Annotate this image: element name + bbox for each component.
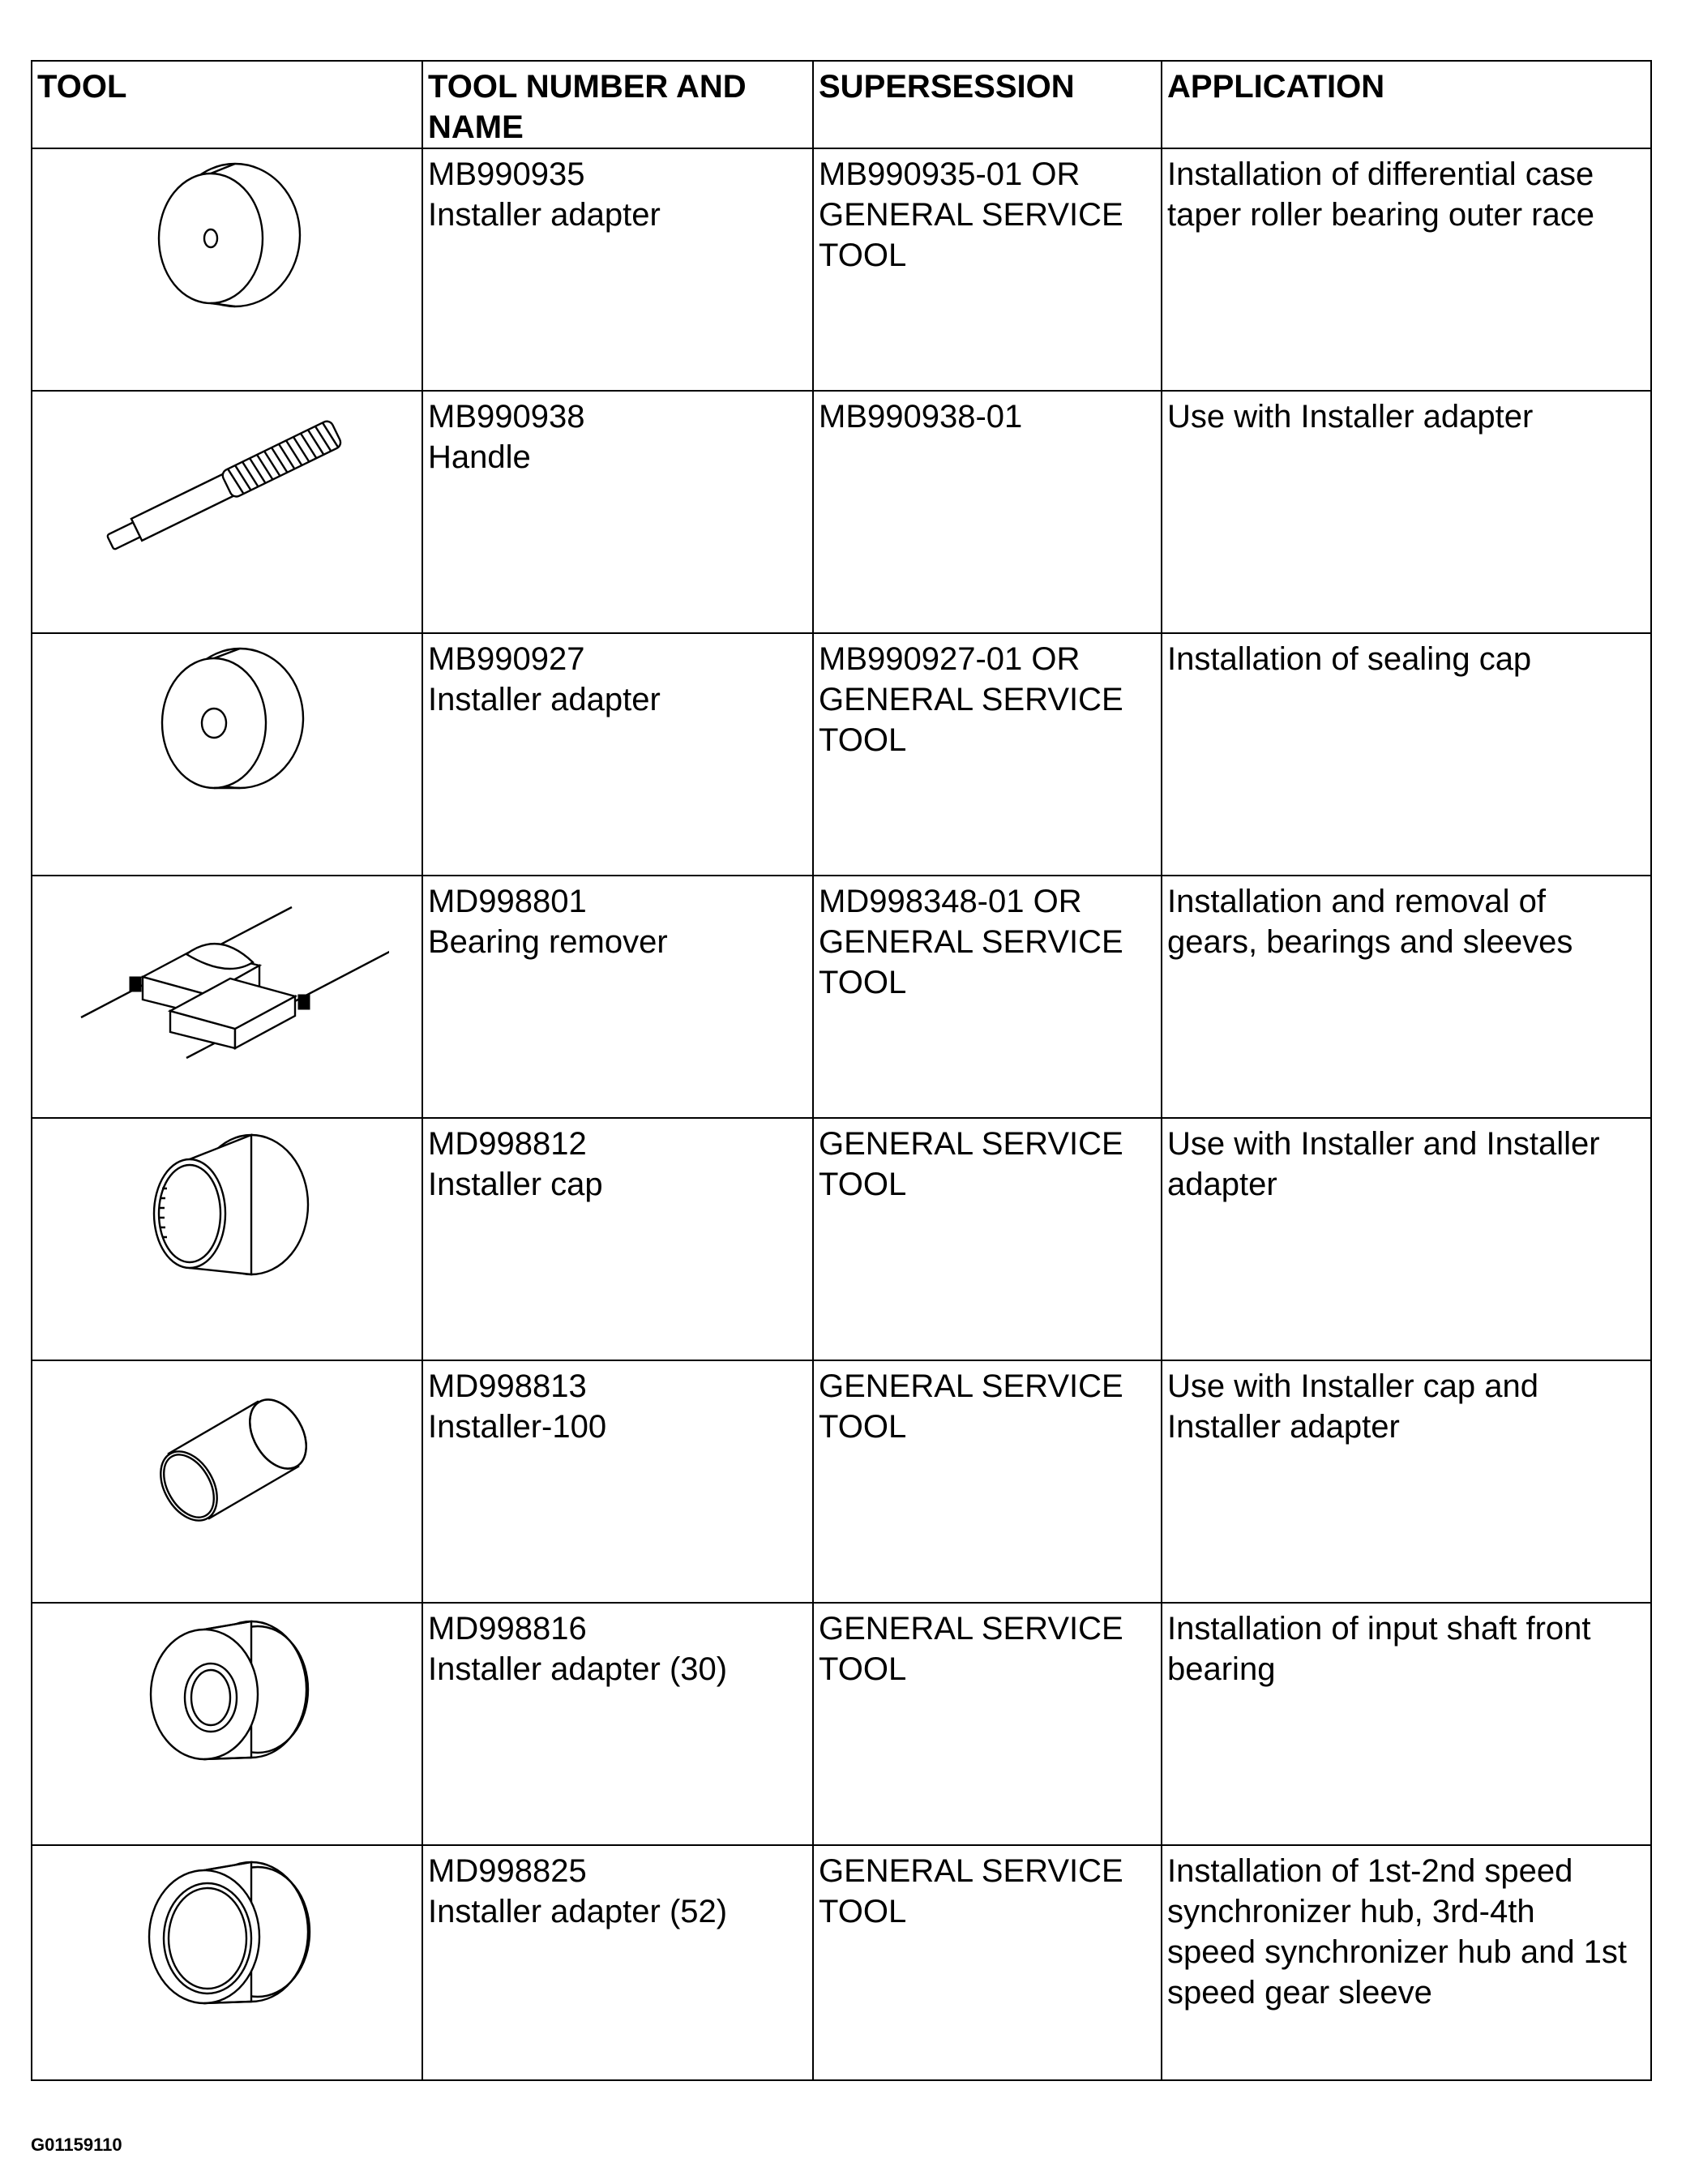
tool-image-cell bbox=[32, 633, 422, 876]
supersession-line: MB990927-01 OR bbox=[819, 641, 1080, 677]
tool-number: MB990935 bbox=[428, 156, 585, 192]
table-row bbox=[32, 1118, 1651, 1360]
tool-number-name-cell bbox=[422, 1845, 813, 2080]
tool-number: MD998816 bbox=[428, 1611, 587, 1647]
tool-name: Installer adapter bbox=[428, 682, 661, 717]
application-line: Use with Installer and Installer bbox=[1167, 1126, 1600, 1162]
tool-image-cell bbox=[32, 1360, 422, 1603]
supersession-cell bbox=[813, 1603, 1162, 1845]
application-line: taper roller bearing outer race bbox=[1167, 197, 1594, 233]
tool-number-name-cell bbox=[422, 876, 813, 1118]
table-row bbox=[32, 1845, 1651, 2080]
supersession-line: MD998348-01 OR bbox=[819, 884, 1082, 919]
tool-name: Installer-100 bbox=[428, 1409, 607, 1445]
supersession-line: GENERAL SERVICE bbox=[819, 682, 1123, 717]
application-line: Installation and removal of bbox=[1167, 884, 1546, 919]
supersession-line: TOOL bbox=[819, 1409, 907, 1445]
table-row bbox=[32, 633, 1651, 876]
supersession-cell bbox=[813, 391, 1162, 633]
bearing-remover-icon bbox=[65, 881, 389, 1076]
tool-number-name-cell bbox=[422, 1603, 813, 1845]
tool-name: Installer adapter (52) bbox=[428, 1894, 728, 1929]
header-tool: TOOL bbox=[32, 61, 422, 148]
supersession-cell bbox=[813, 1360, 1162, 1603]
application-cell bbox=[1162, 391, 1651, 633]
tool-number: MD998825 bbox=[428, 1853, 587, 1889]
application-line: Installation of differential case bbox=[1167, 156, 1594, 192]
installer-cap-icon bbox=[130, 1124, 324, 1294]
tool-image-cell bbox=[32, 1118, 422, 1360]
supersession-line: GENERAL SERVICE bbox=[819, 1853, 1123, 1889]
tool-image-cell bbox=[32, 1603, 422, 1845]
application-line: synchronizer hub, 3rd-4th bbox=[1167, 1894, 1535, 1929]
supersession-line: MB990935-01 OR bbox=[819, 156, 1080, 192]
tool-name: Handle bbox=[428, 439, 531, 475]
tool-name: Bearing remover bbox=[428, 924, 668, 960]
supersession-cell bbox=[813, 1118, 1162, 1360]
supersession-cell bbox=[813, 148, 1162, 391]
application-line: adapter bbox=[1167, 1167, 1277, 1202]
application-cell bbox=[1162, 876, 1651, 1118]
installer-100-icon bbox=[122, 1366, 332, 1544]
application-line: speed synchronizer hub and 1st bbox=[1167, 1934, 1628, 1970]
tool-number: MB990938 bbox=[428, 399, 585, 435]
tool-name: Installer cap bbox=[428, 1167, 603, 1202]
application-cell bbox=[1162, 1118, 1651, 1360]
tool-image-cell bbox=[32, 876, 422, 1118]
application-line: Installation of 1st-2nd speed bbox=[1167, 1853, 1573, 1889]
supersession-line: TOOL bbox=[819, 1651, 907, 1687]
supersession-line: TOOL bbox=[819, 238, 907, 273]
supersession-line: TOOL bbox=[819, 1894, 907, 1929]
table-row bbox=[32, 876, 1651, 1118]
supersession-line: GENERAL SERVICE bbox=[819, 1368, 1123, 1404]
installer-adapter-30-icon bbox=[130, 1608, 324, 1779]
table-row bbox=[32, 1360, 1651, 1603]
supersession-line: GENERAL SERVICE bbox=[819, 924, 1123, 960]
installer-adapter-disc-icon bbox=[138, 639, 316, 801]
tool-number-name-cell bbox=[422, 1118, 813, 1360]
supersession-line: GENERAL SERVICE bbox=[819, 1611, 1123, 1647]
application-line: speed gear sleeve bbox=[1167, 1975, 1432, 2011]
application-cell bbox=[1162, 1603, 1651, 1845]
table-row bbox=[32, 1603, 1651, 1845]
tool-number-name-cell bbox=[422, 633, 813, 876]
supersession-line: TOOL bbox=[819, 1167, 907, 1202]
supersession-cell bbox=[813, 633, 1162, 876]
application-cell bbox=[1162, 1360, 1651, 1603]
application-line: Installer adapter bbox=[1167, 1409, 1400, 1445]
supersession-line: MB990938-01 bbox=[819, 399, 1023, 435]
tool-number: MD998812 bbox=[428, 1126, 587, 1162]
tool-image-cell bbox=[32, 148, 422, 391]
application-line: gears, bearings and sleeves bbox=[1167, 924, 1573, 960]
application-line: bearing bbox=[1167, 1651, 1276, 1687]
application-line: Installation of input shaft front bbox=[1167, 1611, 1591, 1647]
tool-name: Installer adapter (30) bbox=[428, 1651, 728, 1687]
table-row bbox=[32, 391, 1651, 633]
tool-number-name-cell bbox=[422, 1360, 813, 1603]
installer-adapter-52-icon bbox=[130, 1851, 324, 2021]
application-cell bbox=[1162, 148, 1651, 391]
header-tool-number-name bbox=[422, 61, 813, 148]
handle-icon bbox=[73, 396, 381, 575]
supersession-cell bbox=[813, 1845, 1162, 2080]
tool-number: MD998801 bbox=[428, 884, 587, 919]
application-line: Use with Installer cap and bbox=[1167, 1368, 1539, 1404]
installer-adapter-plate-icon bbox=[138, 154, 316, 316]
application-line: Use with Installer adapter bbox=[1167, 399, 1534, 435]
tool-name: Installer adapter bbox=[428, 197, 661, 233]
tool-number: MB990927 bbox=[428, 641, 585, 677]
supersession-cell bbox=[813, 876, 1162, 1118]
tool-number-name-cell bbox=[422, 148, 813, 391]
application-line: Installation of sealing cap bbox=[1167, 641, 1532, 677]
application-cell bbox=[1162, 1845, 1651, 2080]
supersession-line: GENERAL SERVICE bbox=[819, 197, 1123, 233]
figure-code: G01159110 bbox=[31, 2135, 122, 2155]
special-tools-table bbox=[31, 60, 1652, 2081]
tool-number: MD998813 bbox=[428, 1368, 587, 1404]
application-cell bbox=[1162, 633, 1651, 876]
supersession-line: TOOL bbox=[819, 722, 907, 758]
header-application: APPLICATION bbox=[1162, 61, 1651, 148]
tool-image-cell bbox=[32, 391, 422, 633]
supersession-line: GENERAL SERVICE bbox=[819, 1126, 1123, 1162]
supersession-line: TOOL bbox=[819, 965, 907, 1000]
table-row bbox=[32, 148, 1651, 391]
tool-number-name-cell bbox=[422, 391, 813, 633]
header-supersession: SUPERSESSION bbox=[813, 61, 1162, 148]
header-tool-number-name-text: TOOL NUMBER AND NAME bbox=[428, 69, 747, 145]
table-header-row bbox=[32, 61, 1651, 148]
tool-image-cell bbox=[32, 1845, 422, 2080]
